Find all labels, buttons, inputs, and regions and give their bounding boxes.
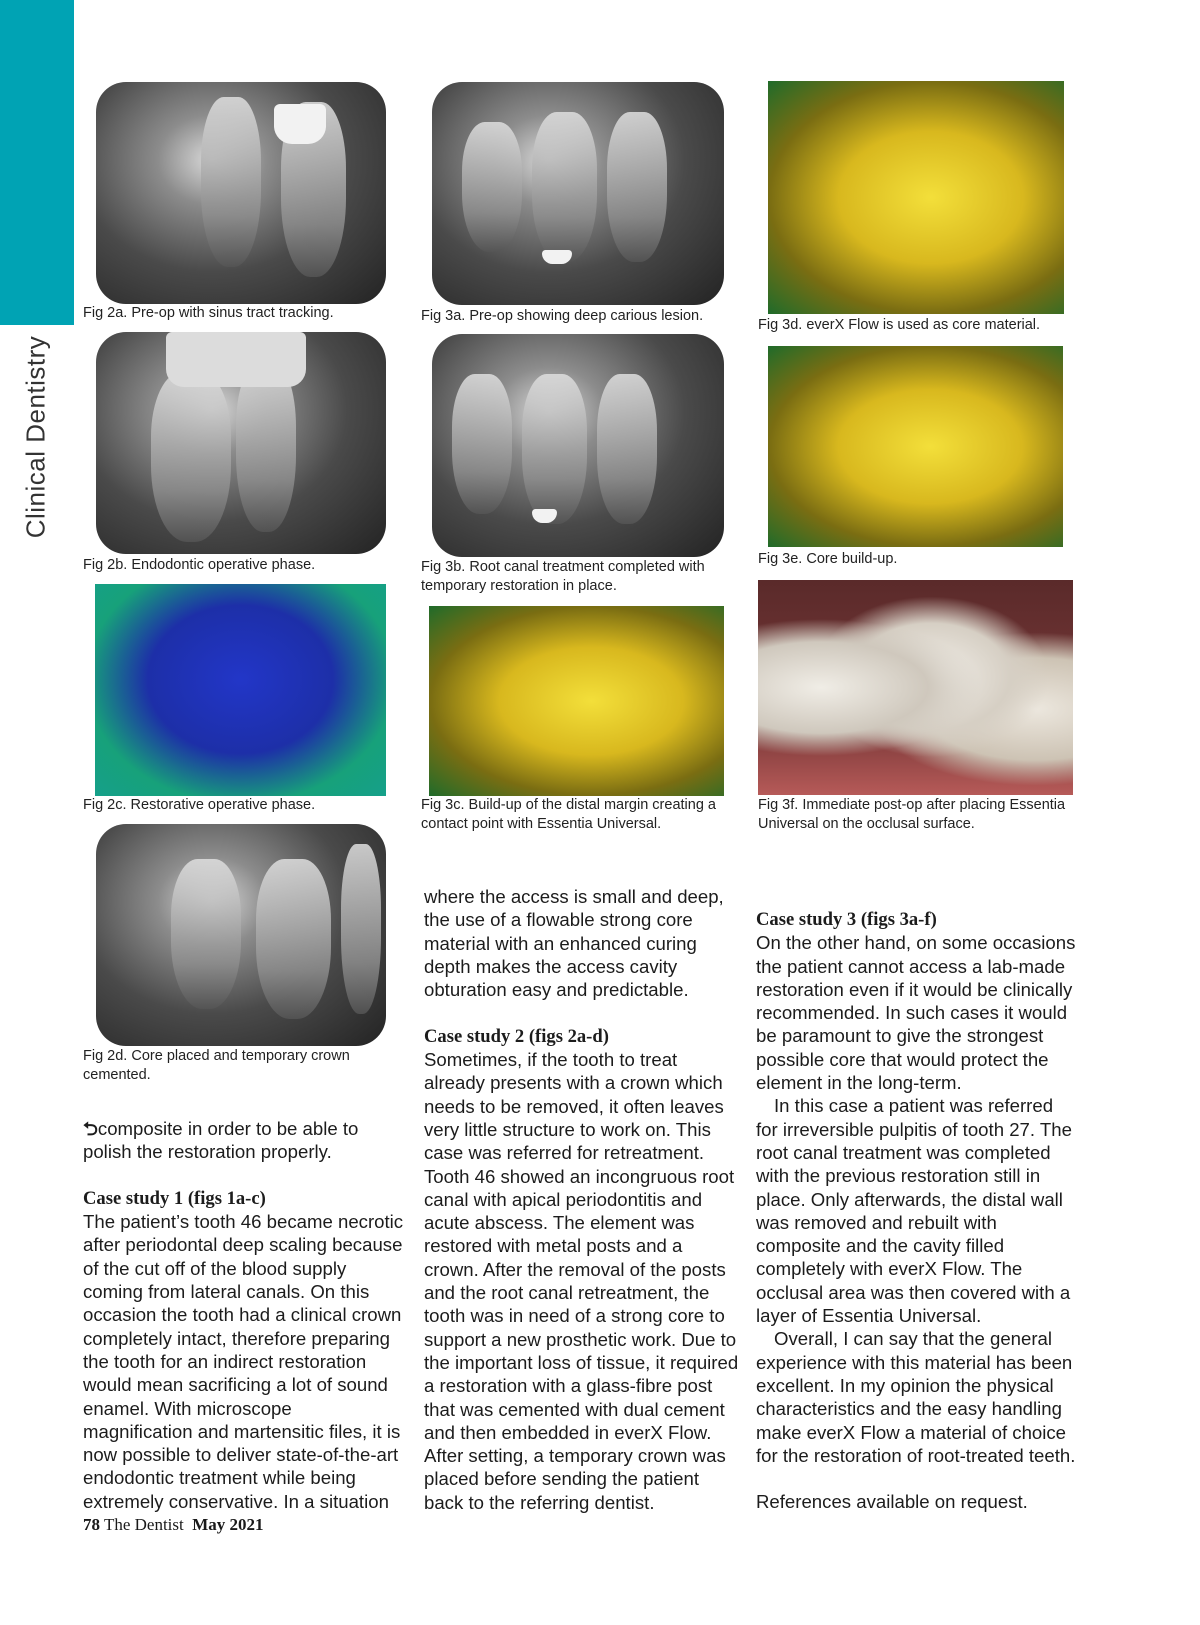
fig-3f-image [758, 580, 1073, 795]
issue-date: May 2021 [192, 1515, 264, 1534]
fig-3d-caption: Fig 3d. everX Flow is used as core material. [758, 317, 1041, 333]
continue-arrow-icon: ⮌ [83, 1118, 98, 1139]
section-label: Clinical Dentistry [20, 335, 51, 539]
fig-3e-caption: Fig 3e. Core build-up. [758, 551, 898, 567]
fig-2c-image [95, 584, 386, 796]
column3-paragraph-2: In this case a patient was referred for irreversible pulpitis of tooth 27. The root canal treatment was completed with the previous restoration still in place. Only afterwards, the distal wall was removed and rebuilt with composite and the cavity filled completely with everX Flow. The occlusal area was then covered with a layer of Essentia Universal. [756, 1095, 1072, 1327]
text-column-1 [83, 1117, 405, 1513]
fig-2a-caption: Fig 2a. Pre-op with sinus tract tracking. [83, 305, 334, 321]
fig-3e-image [768, 346, 1063, 547]
page-footer [83, 1515, 264, 1535]
fig-3b-image [432, 334, 724, 557]
references-note: References available on request. [756, 1491, 1028, 1513]
page-number: 78 [83, 1515, 100, 1534]
fig-2b-caption: Fig 2b. Endodontic operative phase. [83, 557, 316, 573]
fig-2c-caption: Fig 2c. Restorative operative phase. [83, 797, 316, 813]
fig-2b-image [96, 332, 386, 554]
fig-2d-caption: Fig 2d. Core placed and temporary crown cemented. [83, 1048, 350, 1083]
fig-3b-caption: Fig 3b. Root canal treatment completed with temporary restoration in place. [421, 559, 705, 594]
publication-name: The Dentist [103, 1515, 184, 1534]
column2-paragraph-1: where the access is small and deep, the use of a flowable strong core material with an enhanced curing depth makes the access cavity obturation easy and predictable. [424, 886, 724, 1001]
fig-3c-image [429, 606, 724, 796]
section-color-bar [0, 0, 74, 325]
fig-3a-image [432, 82, 724, 305]
fig-3a-caption: Fig 3a. Pre-op showing deep carious lesion. [421, 308, 704, 324]
column2-paragraph-2: Sometimes, if the tooth to treat already presents with a crown which needs to be removed, it often leaves very little structure to work on. This case was referred for retreatment. Tooth 46 showed an incongruous root canal with apical periodontitis and acute abscess. The element was restored with metal posts and a crown. After the removal of the posts and the root canal retreatment, the tooth was in need of a strong core to support a new prosthetic work. Due to the important loss of tissue, it required a restoration with a glass-fibre post that was cemented with dual cement and then embedded in everX Flow. After setting, a temporary crown was placed before sending the patient back to the referring dentist. [424, 1049, 739, 1513]
text-column-2 [424, 885, 742, 1514]
fig-3f-caption: Fig 3f. Immediate post-op after placing Essentia Universal on the occlusal surface. [758, 797, 1066, 832]
column3-paragraph-3: Overall, I can say that the general experience with this material has been excellent. In my opinion the physical characteristics and the easy handling make everX Flow a material of choice for the restoration of root-treated teeth. [756, 1328, 1076, 1466]
column1-paragraph-1: ⮌composite in order to be able to polish the restoration properly. [83, 1118, 359, 1163]
column3-paragraph-1: On the other hand, on some occasions the patient cannot access a lab-made restoration even if it would be clinically recommended. In such cases it would be paramount to give the strongest possible core that would protect the element in the long-term. [756, 932, 1076, 1094]
text-column-3 [756, 908, 1078, 1514]
case-study-1-heading: Case study 1 (figs 1a-c) [83, 1187, 266, 1209]
column1-paragraph-2: The patient’s tooth 46 became necrotic after periodontal deep scaling because of the cut off of the blood supply coming from lateral canals. On this occasion the tooth had a clinical crown completely intact, therefore preparing the tooth for an indirect restoration would mean sacrificing a lot of sound enamel. With microscope magnification and martensitic files, it is now possible to deliver state-of-the-art endodontic treatment while being extremely conservative. In a situation [83, 1211, 404, 1512]
fig-3d-image [768, 81, 1064, 314]
fig-2a-image [96, 82, 386, 304]
case-study-3-heading: Case study 3 (figs 3a-f) [756, 909, 937, 930]
case-study-2-heading: Case study 2 (figs 2a-d) [424, 1025, 609, 1047]
fig-3c-caption: Fig 3c. Build-up of the distal margin creating a contact point with Essentia Universal. [421, 797, 716, 832]
fig-2d-image [96, 824, 386, 1046]
